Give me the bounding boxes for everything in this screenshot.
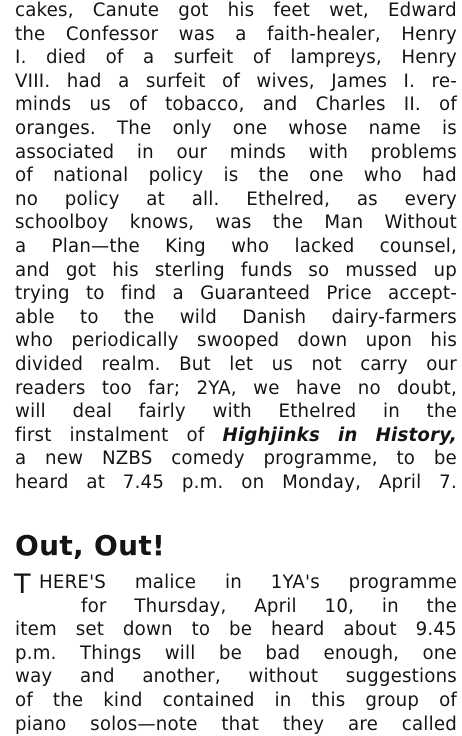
text-line — [15, 689, 457, 713]
word: swooped — [196, 330, 280, 352]
word: Ethelred — [278, 401, 357, 423]
word: all. — [191, 188, 220, 210]
word: a — [172, 283, 184, 305]
word: Without — [384, 212, 457, 234]
word: II. — [403, 94, 421, 116]
word: will — [164, 642, 196, 664]
word: in — [381, 595, 399, 617]
word: that — [221, 713, 260, 735]
word: April — [254, 595, 297, 617]
word: in — [224, 572, 242, 593]
text-line — [15, 400, 457, 424]
word: p.m. — [181, 471, 224, 493]
word: the — [15, 23, 46, 45]
word: oranges. — [15, 117, 96, 139]
word: the — [258, 165, 290, 187]
text-line — [15, 188, 457, 212]
text-line — [15, 164, 457, 188]
word: his — [430, 330, 457, 352]
word: Edward — [387, 0, 457, 21]
word: lacked — [294, 235, 355, 257]
word: up — [433, 259, 457, 281]
word: The — [116, 117, 152, 139]
word: knows, — [129, 212, 195, 234]
word: programme, — [263, 448, 378, 470]
word: to — [85, 283, 105, 305]
word: solos—note — [90, 713, 198, 735]
text-line — [15, 447, 457, 471]
word: Monday, — [282, 471, 362, 493]
word: called — [401, 713, 457, 735]
word: his — [112, 259, 139, 281]
word: accept- — [388, 283, 457, 305]
word: for — [81, 595, 107, 617]
word: sterling — [154, 259, 225, 281]
word: be — [433, 448, 457, 470]
word: of — [439, 689, 457, 711]
word: cakes, — [15, 0, 74, 21]
word: But — [179, 353, 211, 375]
word: way — [15, 666, 53, 688]
word: in — [382, 401, 400, 423]
word: feet — [273, 0, 311, 21]
word: trying — [15, 283, 70, 305]
word: at — [146, 188, 165, 210]
text-line — [15, 93, 457, 117]
word: at — [86, 471, 106, 493]
word: 1YA's — [270, 572, 320, 593]
drop-cap: T — [14, 569, 31, 600]
word: Danish — [242, 306, 307, 328]
word: the — [123, 306, 155, 328]
word: another, — [142, 666, 221, 688]
word: Guaranteed — [200, 283, 311, 305]
word: got — [178, 0, 209, 21]
text-line — [15, 353, 457, 377]
word: associated — [15, 141, 115, 163]
word: the — [426, 595, 457, 617]
word: wild — [179, 306, 218, 328]
word: us — [271, 353, 294, 375]
section-heading: Out, Out! — [15, 529, 166, 562]
word: policy — [64, 188, 120, 210]
word: so — [308, 259, 330, 281]
word: a — [235, 23, 247, 45]
word: VIII. — [15, 70, 51, 92]
word: 2YA, — [196, 377, 237, 399]
word: carry — [360, 353, 408, 375]
word: of — [15, 689, 33, 711]
word: with — [212, 401, 252, 423]
text-line — [15, 70, 457, 94]
word: piano — [15, 713, 67, 735]
word: are — [348, 713, 379, 735]
word: with — [308, 141, 349, 163]
word: 10, — [324, 595, 355, 617]
text-line — [15, 642, 457, 666]
word: and — [262, 94, 298, 116]
word: fairly — [138, 401, 186, 423]
word: 9.45 — [415, 619, 457, 641]
text-line — [81, 595, 457, 619]
word: able — [15, 306, 55, 328]
word: a — [142, 47, 155, 69]
word: new — [45, 448, 84, 470]
text-line — [15, 424, 457, 448]
word: every — [404, 188, 457, 210]
word: our — [176, 141, 208, 163]
word: malice — [134, 572, 197, 593]
word: have — [295, 377, 342, 399]
word: Things — [79, 642, 142, 664]
word: bad — [265, 642, 301, 664]
word: the — [52, 689, 84, 711]
word: enough, — [323, 642, 400, 664]
word: of — [222, 70, 240, 92]
word: Plan—the — [51, 235, 140, 257]
word: the — [272, 212, 304, 234]
word: History, — [375, 424, 457, 446]
text-line — [15, 471, 457, 495]
text-line — [15, 306, 457, 330]
word: our — [426, 353, 457, 375]
word: find — [120, 283, 157, 305]
text-line — [15, 141, 457, 165]
word: first — [15, 424, 52, 446]
article-continuation — [15, 0, 457, 494]
word: I. — [15, 47, 27, 69]
word: lampreys, — [290, 47, 382, 69]
word: only — [172, 117, 212, 139]
word: NZBS — [101, 448, 153, 470]
word: had — [422, 165, 457, 187]
word: Ethelred, — [246, 188, 331, 210]
text-line — [15, 377, 457, 401]
word: national — [53, 165, 129, 187]
word: too — [101, 377, 132, 399]
word: one — [422, 642, 457, 664]
word: in — [338, 424, 358, 446]
word: we — [253, 377, 280, 399]
word: to — [396, 448, 416, 470]
word: deal — [72, 401, 113, 423]
word: of — [252, 47, 271, 69]
word: kind — [103, 689, 143, 711]
text-line — [15, 665, 457, 689]
word: surfeit — [145, 70, 206, 92]
word: doubt, — [397, 377, 457, 399]
word: policy — [148, 165, 204, 187]
word: of — [439, 94, 457, 116]
word: a — [15, 235, 27, 257]
word: far; — [148, 377, 181, 399]
text-line — [15, 0, 457, 23]
word: of — [186, 424, 205, 446]
word: as — [356, 188, 378, 210]
word: counsel, — [379, 235, 457, 257]
word: item — [15, 619, 57, 641]
word: 7. — [439, 471, 457, 493]
word: upon — [365, 330, 413, 352]
word: group — [365, 689, 420, 711]
word: his — [227, 0, 255, 21]
text-line — [15, 211, 457, 235]
text-line — [39, 571, 457, 595]
word: got — [65, 259, 97, 281]
word: Confessor — [65, 23, 159, 45]
word: surfeit — [173, 47, 234, 69]
word: comedy — [171, 448, 245, 470]
word: died — [46, 47, 87, 69]
word: King — [165, 235, 206, 257]
word: down — [297, 330, 348, 352]
word: us — [89, 94, 111, 116]
word: heard — [15, 471, 69, 493]
word: I. — [403, 70, 416, 92]
word: p.m. — [15, 642, 57, 664]
word: a — [15, 448, 27, 470]
word: the — [426, 401, 457, 423]
word: and — [15, 259, 50, 281]
word: wet, — [329, 0, 369, 21]
word: minds — [15, 94, 72, 116]
word: of — [15, 165, 33, 187]
word: who — [231, 235, 270, 257]
word: heard — [270, 619, 325, 641]
word: of — [105, 47, 124, 69]
word: in — [136, 141, 154, 163]
word: had — [66, 70, 102, 92]
word: Henry — [401, 23, 457, 45]
word: down — [122, 619, 173, 641]
text-line — [15, 282, 457, 306]
word: let — [229, 353, 254, 375]
word: whose — [288, 117, 348, 139]
word: suggestions — [345, 666, 457, 688]
word: one — [232, 117, 268, 139]
word: Charles — [315, 94, 386, 116]
word: re- — [431, 70, 457, 92]
word: readers — [15, 377, 86, 399]
word: on — [241, 471, 265, 493]
word: was — [215, 212, 252, 234]
word: problems — [370, 141, 457, 163]
word: dairy-farmers — [331, 306, 457, 328]
word: contained — [162, 689, 255, 711]
word: HERE'S — [39, 572, 107, 593]
word: a — [118, 70, 130, 92]
word: set — [75, 619, 105, 641]
section-body — [15, 571, 457, 736]
word: Thursday, — [134, 595, 227, 617]
word: without — [248, 666, 319, 688]
word: no — [357, 377, 381, 399]
word: minds — [229, 141, 287, 163]
word: wives, — [256, 70, 315, 92]
word: tobacco, — [165, 94, 245, 116]
word: and — [79, 666, 115, 688]
word: was — [178, 23, 215, 45]
word: will — [15, 401, 46, 423]
word: faith-healer, — [267, 23, 381, 45]
word: realm. — [101, 353, 161, 375]
text-line — [15, 329, 457, 353]
word: to — [191, 619, 211, 641]
word: is — [223, 165, 239, 187]
word: April — [378, 471, 422, 493]
text-line — [15, 23, 457, 47]
word: Canute — [92, 0, 160, 21]
word: about — [343, 619, 397, 641]
text-line — [15, 259, 457, 283]
word: be — [229, 619, 253, 641]
word: Henry — [401, 47, 457, 69]
word: not — [311, 353, 342, 375]
text-line — [15, 713, 457, 736]
word: one — [309, 165, 344, 187]
word: is — [442, 117, 457, 139]
word: programme — [348, 572, 457, 593]
word: Highjinks — [222, 424, 320, 446]
word: Man — [324, 212, 364, 234]
word: instalment — [69, 424, 169, 446]
word: Price — [326, 283, 372, 305]
text-line — [15, 46, 457, 70]
word: name — [368, 117, 421, 139]
word: they — [282, 713, 325, 735]
word: in — [274, 689, 292, 711]
word: schoolboy — [15, 212, 109, 234]
word: mussed — [345, 259, 418, 281]
word: who — [15, 330, 54, 352]
word: 7.45 — [122, 471, 165, 493]
word: to — [80, 306, 99, 328]
word: this — [311, 689, 346, 711]
word: who — [363, 165, 402, 187]
text-line — [15, 117, 457, 141]
word: no — [15, 188, 39, 210]
word: funds — [240, 259, 293, 281]
word: be — [218, 642, 243, 664]
word: of — [129, 94, 147, 116]
word: periodically — [71, 330, 179, 352]
word: divided — [15, 353, 84, 375]
text-line — [15, 235, 457, 259]
text-line — [15, 618, 457, 642]
word: James — [331, 70, 388, 92]
